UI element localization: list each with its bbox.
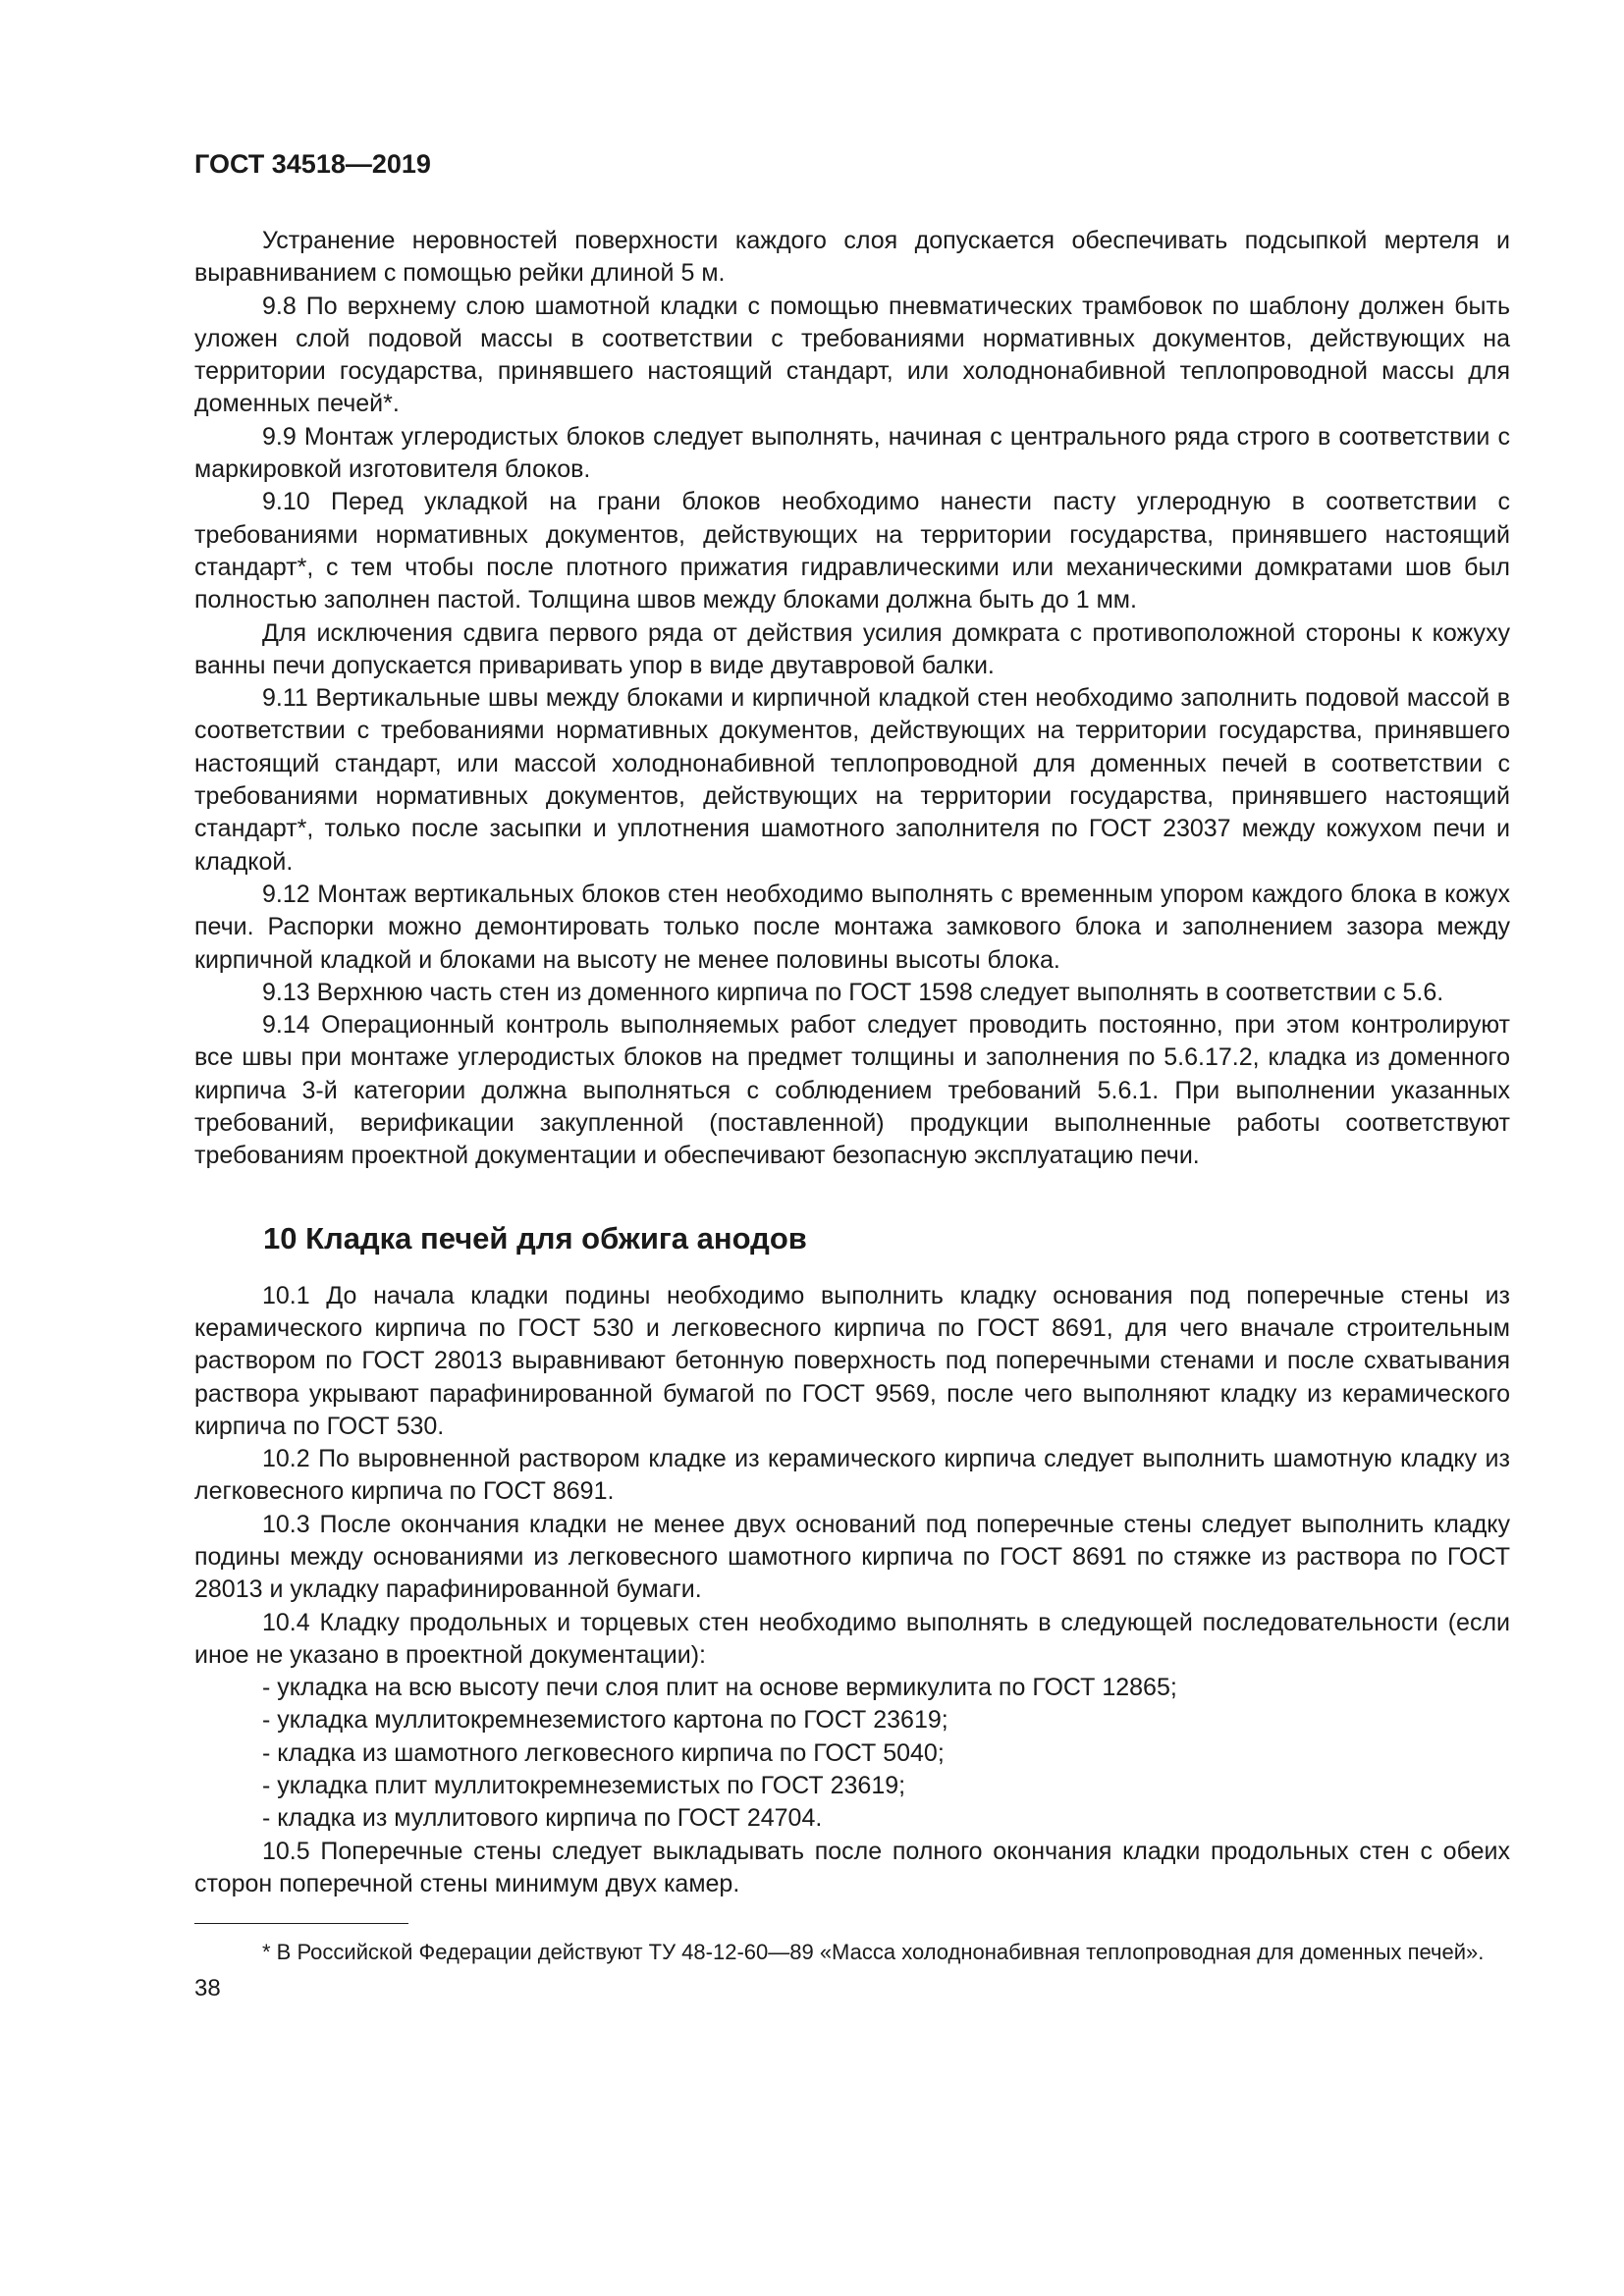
list-item: - кладка из муллитового кирпича по ГОСТ 24704.: [262, 1804, 823, 1833]
footnote: * В Российской Федерации действуют ТУ 48-12-60—89 «Масса холоднонабивная теплопроводная для доменных печей».: [262, 1940, 1485, 1965]
paragraph: Устранение неровностей поверхности каждого слоя допускается обеспечивать подсыпкой мертеля и выравниванием с помощью рейки длиной 5 м.: [194, 227, 1510, 288]
paragraph-10-5: 10.5 Поперечные стены следует выкладывать после полного окончания кладки продольных стен с обеих сторон поперечной стены минимум двух камер.: [194, 1837, 1510, 1897]
paragraph: Для исключения сдвига первого ряда от действия усилия домкрата с противоположной стороны к кожуху ванны печи допускается приваривать упор в виде двутавровой балки.: [194, 618, 1510, 679]
section-9-body: [194, 225, 1510, 1173]
section-10-title: 10 Кладка печей для обжига анодов: [263, 1220, 807, 1255]
paragraph-9-9: 9.9 Монтаж углеродистых блоков следует выполнять, начиная с центрального ряда строго в соответствии с маркировкой изготовителя блоков.: [194, 422, 1510, 484]
paragraph-9-12: 9.12 Монтаж вертикальных блоков стен необходимо выполнять с временным упором каждого блока в кожух печи. Распорки можно демонтировать только после монтажа замкового блока и заполнением зазора между кирпичной кладкой и блоками на высоту не менее половины высоты блока.: [194, 880, 1510, 974]
page-number: 38: [194, 1975, 221, 2002]
paragraph-9-8: 9.8 По верхнему слою шамотной кладки с помощью пневматических трамбовок по шаблону должен быть уложен слой подовой массы в соответствии с требованиями нормативных документов, действующих на территории государства, принявшего настоящий стандарт, или холоднонабивной теплопроводной массы для доменных печей*.: [194, 292, 1510, 418]
list-item: - кладка из шамотного легковесного кирпича по ГОСТ 5040;: [262, 1738, 945, 1767]
paragraph-9-11: 9.11 Вертикальные швы между блоками и кирпичной кладкой стен необходимо заполнить подовой массой в соответствии с требованиями нормативных документов, действующих на территории государства, принявшего настоящий стандарт, или массой холоднонабивной теплопроводной для доменных печей в соответствии с требованиями нормативных документов, действующих на территории государства, принявшего настоящий стандарт*, только после засыпки и уплотнения шамотного заполнителя по ГОСТ 23037 между кожухом печи и кладкой.: [194, 684, 1510, 876]
paragraph-10-1: 10.1 До начала кладки подины необходимо выполнить кладку основания под поперечные стены из керамического кирпича по ГОСТ 530 и легковесного кирпича по ГОСТ 8691, для чего вначале строительным раствором по ГОСТ 28013 выравнивают бетонную поверхность под поперечными стенами и после схватывания раствора укрывают парафинированной бумагой по ГОСТ 9569, после чего выполняют кладку из керамического кирпича по ГОСТ 530.: [194, 1281, 1510, 1440]
paragraph-10-3: 10.3 После окончания кладки не менее двух оснований под поперечные стены следует выполнить кладку подины между основаниями из легковесного шамотного кирпича по ГОСТ 8691 по стяжке из раствора по ГОСТ 28013 и укладку парафинированной бумаги.: [194, 1510, 1510, 1604]
paragraph-10-4: 10.4 Кладку продольных и торцевых стен необходимо выполнять в следующей последовательности (если иное не указано в проектной документации):: [194, 1608, 1510, 1669]
list-item: - укладка плит муллитокремнеземистых по ГОСТ 23619;: [262, 1772, 906, 1800]
paragraph-10-2: 10.2 По выровненной раствором кладке из керамического кирпича следует выполнить шамотную кладку из легковесного кирпича по ГОСТ 8691.: [194, 1445, 1510, 1506]
list-item: - укладка на всю высоту печи слоя плит на основе вермикулита по ГОСТ 12865;: [262, 1674, 1177, 1702]
list-item: - укладка муллитокремнеземистого картона по ГОСТ 23619;: [262, 1706, 948, 1735]
paragraph-9-10: 9.10 Перед укладкой на грани блоков необходимо нанести пасту углеродную в соответствии с требованиями нормативных документов, действующих на территории государства, принявшего настоящий стандарт*, с тем чтобы после плотного прижатия гидравлическими или механическими домкратами шов был полностью заполнен пастой. Толщина швов между блоками должна быть до 1 мм.: [194, 488, 1510, 614]
document-header: ГОСТ 34518—2019: [194, 149, 431, 179]
document-page: [194, 147, 1510, 2003]
wall-sequence-list: [194, 1672, 1510, 1835]
section-10-body: [194, 1280, 1510, 1901]
footnote-divider: [194, 1923, 408, 1924]
paragraph-9-14: 9.14 Операционный контроль выполняемых работ следует проводить постоянно, при этом контролируют все швы при монтаже углеродистых блоков на предмет толщины и заполнения по 5.6.17.2, кладка из доменного кирпича 3-й категории должна выполняться с соблюдением требований 5.6.1. При выполнении указанных требований, верификации закупленной (поставленной) продукции выполненные работы соответствуют требованиям проектной документации и обеспечивают безопасную эксплуатацию печи.: [194, 1011, 1510, 1170]
paragraph-9-13: 9.13 Верхнюю часть стен из доменного кирпича по ГОСТ 1598 следует выполнять в соответствии с 5.6.: [262, 978, 1444, 1006]
